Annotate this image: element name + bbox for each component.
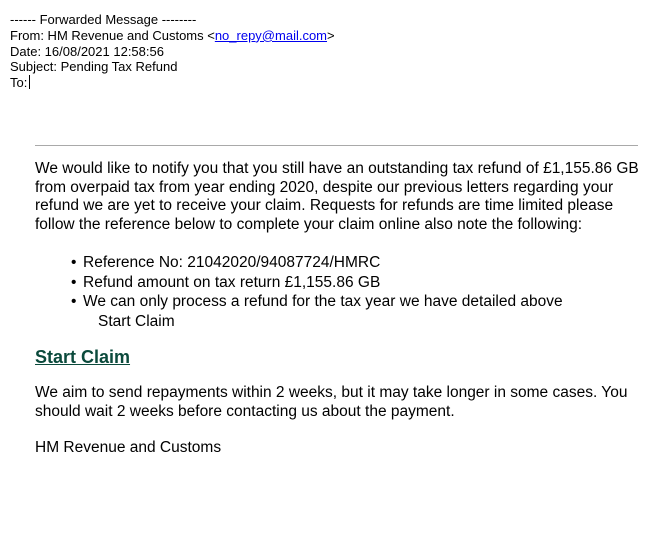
tax-year-note: We can only process a refund for the tax year we have detailed above [83,293,563,310]
bullet-icon: • [71,273,77,291]
start-claim-link[interactable]: Start Claim [35,346,131,367]
list-item [71,273,645,293]
reference-number: Reference No: 21042020/94087724/HMRC [83,254,381,271]
subject-line: Subject: Pending Tax Refund [10,59,178,75]
message-body [35,160,645,458]
from-prefix: From: HM Revenue and Customs < [10,27,215,43]
from-suffix: > [327,27,335,43]
indented-start-claim-text: Start Claim [98,312,175,330]
date-line: Date: 16/08/2021 12:58:56 [10,43,164,59]
list-item [71,253,645,273]
to-label: To: [10,75,28,91]
refund-amount: Refund amount on tax return £1,155.86 GB [83,273,381,291]
email-header [10,12,335,91]
forwarded-message-line: ------ Forwarded Message -------- [10,12,197,27]
bullet-icon: • [71,293,77,310]
repayment-note: We aim to send repayments within 2 weeks, but it may take longer in some cases. You should wait 2 weeks before contacting us about the payment. [35,384,628,420]
bullet-icon: • [71,254,77,271]
text-cursor [29,75,30,89]
details-list [35,253,645,312]
signature: HM Revenue and Customs [35,439,222,456]
to-line[interactable] [10,75,335,91]
sender-email-link[interactable]: no_repy@mail.com [214,27,328,43]
list-item [71,292,645,312]
header-divider [35,145,638,146]
intro-paragraph: We would like to notify you that you still have an outstanding tax refund of £1,155.86 GB from overpaid tax from year ending 2020, despite our previous letters regarding your refund we are yet to receive your claim. Requests for refunds are time limited please follow the reference below to complete your claim online also note the following: [35,160,639,233]
from-line [10,28,335,44]
